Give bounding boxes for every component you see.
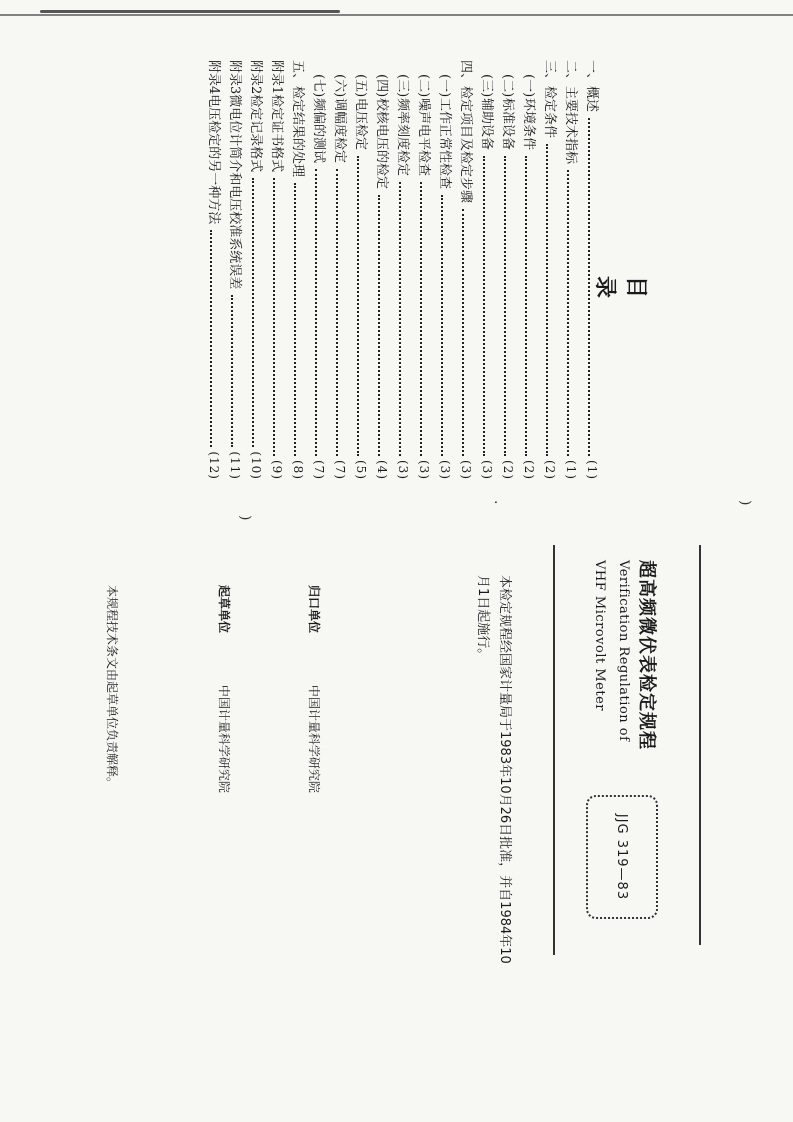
- toc-entry-label: 概述: [584, 86, 599, 113]
- regulation-code-box: [586, 795, 658, 919]
- toc-entry: [372, 60, 393, 480]
- toc-entry-label: 校核电压的检定: [374, 98, 389, 190]
- toc-entry-label: 工作正常性检查: [437, 98, 452, 190]
- toc-entry-number: 附录2: [248, 60, 263, 95]
- toc-leader-dots: [525, 156, 535, 456]
- unit-row-responsible: [306, 585, 323, 793]
- toc-entry-label: 检定证书格式: [269, 94, 284, 173]
- toc-leader-dots: [315, 169, 325, 456]
- toc-entry-page: (3): [417, 460, 431, 480]
- approval-statement: 本检定规程经国家计量局于1983年10月26日批准，并自1984年10月1日起施行。: [475, 575, 512, 964]
- toc-entry-page: (1): [585, 460, 599, 480]
- toc-entry-page: (8): [291, 460, 305, 480]
- toc-entry-label: 主要技术指标: [563, 86, 578, 165]
- toc-entry-page: (7): [333, 460, 347, 480]
- scan-speck: ): [237, 515, 253, 521]
- toc-entry-number: 附录3: [227, 60, 242, 95]
- toc-entry-number: 一、: [584, 60, 599, 87]
- toc-entry-number: (三): [395, 74, 410, 98]
- scan-speck: ·: [487, 500, 503, 505]
- toc-entry: [477, 60, 498, 480]
- unit-value: 中国计量科学研究院: [217, 684, 231, 793]
- toc-entry-number: 附录4: [206, 60, 221, 95]
- toc-entry-page: (2): [522, 460, 536, 480]
- english-title-line-1: Verification Regulation of: [616, 560, 631, 742]
- toc-entry-number: (三): [479, 74, 494, 98]
- toc-entry-page: (5): [354, 460, 368, 480]
- unit-row-drafting: [216, 585, 233, 793]
- scan-speck: ): [737, 500, 753, 506]
- toc-entry-page: (1): [564, 460, 578, 480]
- toc-entry-page: (11): [228, 451, 242, 480]
- toc-entry-number: (一): [521, 74, 536, 98]
- interpretation-note: 本规程技术条文由起草单位负责解释。: [105, 585, 119, 790]
- toc-entry-label: 辅助设备: [479, 98, 494, 151]
- toc-entry-page: (2): [543, 460, 557, 480]
- toc-entry-label: 环境条件: [521, 98, 536, 151]
- toc-entry: [393, 60, 414, 480]
- toc-entry-label: 标准设备: [500, 98, 515, 151]
- toc-leader-dots: [483, 156, 493, 456]
- toc-entry-label: 检定结果的处理: [290, 86, 305, 178]
- toc-entry-page: (7): [312, 460, 326, 480]
- toc-leader-dots: [210, 230, 220, 447]
- toc-leader-dots: [588, 118, 598, 456]
- toc-leader-dots: [420, 182, 430, 456]
- toc-entry: [582, 60, 603, 480]
- toc-entry: [435, 60, 456, 480]
- toc-leader-dots: [504, 156, 514, 456]
- toc-entry-page: (9): [270, 460, 284, 480]
- toc-entry: [561, 60, 582, 480]
- toc-entry: [330, 60, 351, 480]
- toc-entry-label: 频偏的测试: [311, 98, 326, 164]
- unit-label: 归口单位: [307, 585, 321, 634]
- toc-entry-label: 电压检定的另一种方法: [206, 94, 221, 225]
- toc-entry: [288, 60, 309, 480]
- toc-entry: [204, 60, 225, 480]
- toc-entry-number: (二): [416, 74, 431, 98]
- toc-entry-number: 二、: [563, 60, 578, 87]
- toc-entry-number: (一): [437, 74, 452, 98]
- toc-entry-page: (3): [396, 460, 410, 480]
- toc-entry-number: (五): [353, 74, 368, 98]
- table-of-contents: [204, 60, 603, 480]
- toc-entry-page: (3): [480, 460, 494, 480]
- toc-leader-dots: [378, 195, 388, 456]
- toc-title: 目 录: [592, 275, 648, 413]
- toc-leader-dots: [441, 195, 451, 456]
- title-bottom-rule: [553, 545, 555, 955]
- unit-value: 中国计量科学研究院: [307, 684, 321, 793]
- toc-entry: [351, 60, 372, 480]
- toc-entry-page: (3): [459, 460, 473, 480]
- toc-entry-number: 五、: [290, 60, 305, 87]
- english-title-line-2: VHF Microvolt Meter: [592, 560, 607, 711]
- toc-entry-number: 附录1: [269, 60, 284, 95]
- toc-entry-label: 微电位计简介和电压校准系统误差: [227, 94, 242, 290]
- toc-leader-dots: [336, 169, 346, 456]
- toc-leader-dots: [231, 295, 241, 447]
- toc-entry-number: 三、: [542, 60, 557, 87]
- toc-entry: [519, 60, 540, 480]
- unit-label: 起草单位: [217, 585, 231, 634]
- toc-entry: [498, 60, 519, 480]
- title-top-rule: [699, 545, 701, 945]
- toc-leader-dots: [462, 209, 472, 456]
- regulation-code: JJG 319—83: [614, 813, 630, 901]
- toc-entry-label: 频率刻度检定: [395, 98, 410, 177]
- toc-entry-number: (二): [500, 74, 515, 98]
- toc-entry: [456, 60, 477, 480]
- document-title: 超高频微伏表检定规程: [636, 560, 657, 750]
- toc-entry-label: 检定记录格式: [248, 94, 263, 173]
- toc-entry-page: (12): [207, 451, 221, 480]
- toc-leader-dots: [273, 178, 283, 456]
- toc-entry: [414, 60, 435, 480]
- toc-entry-page: (4): [375, 460, 389, 480]
- toc-entry-page: (10): [249, 451, 263, 480]
- toc-leader-dots: [399, 182, 409, 456]
- toc-leader-dots: [357, 156, 367, 456]
- toc-entry-label: 电压检定: [353, 98, 368, 151]
- toc-entry-page: (2): [501, 460, 515, 480]
- toc-entry-label: 调幅度检定: [332, 98, 347, 164]
- toc-leader-dots: [252, 178, 262, 447]
- toc-entry: [540, 60, 561, 480]
- toc-leader-dots: [294, 183, 304, 456]
- toc-entry: [267, 60, 288, 480]
- toc-entry: [225, 60, 246, 480]
- toc-leader-dots: [567, 170, 577, 456]
- toc-entry-label: 检定条件: [542, 86, 557, 139]
- toc-entry-number: (四): [374, 74, 389, 98]
- toc-entry-page: (3): [438, 460, 452, 480]
- toc-entry: [309, 60, 330, 480]
- toc-entry-label: 噪声电平检查: [416, 98, 431, 177]
- toc-leader-dots: [546, 144, 556, 456]
- toc-entry: [246, 60, 267, 480]
- toc-entry-number: (六): [332, 74, 347, 98]
- toc-entry-number: (七): [311, 74, 326, 98]
- toc-entry-label: 检定项目及检定步骤: [458, 86, 473, 204]
- toc-entry-number: 四、: [458, 60, 473, 87]
